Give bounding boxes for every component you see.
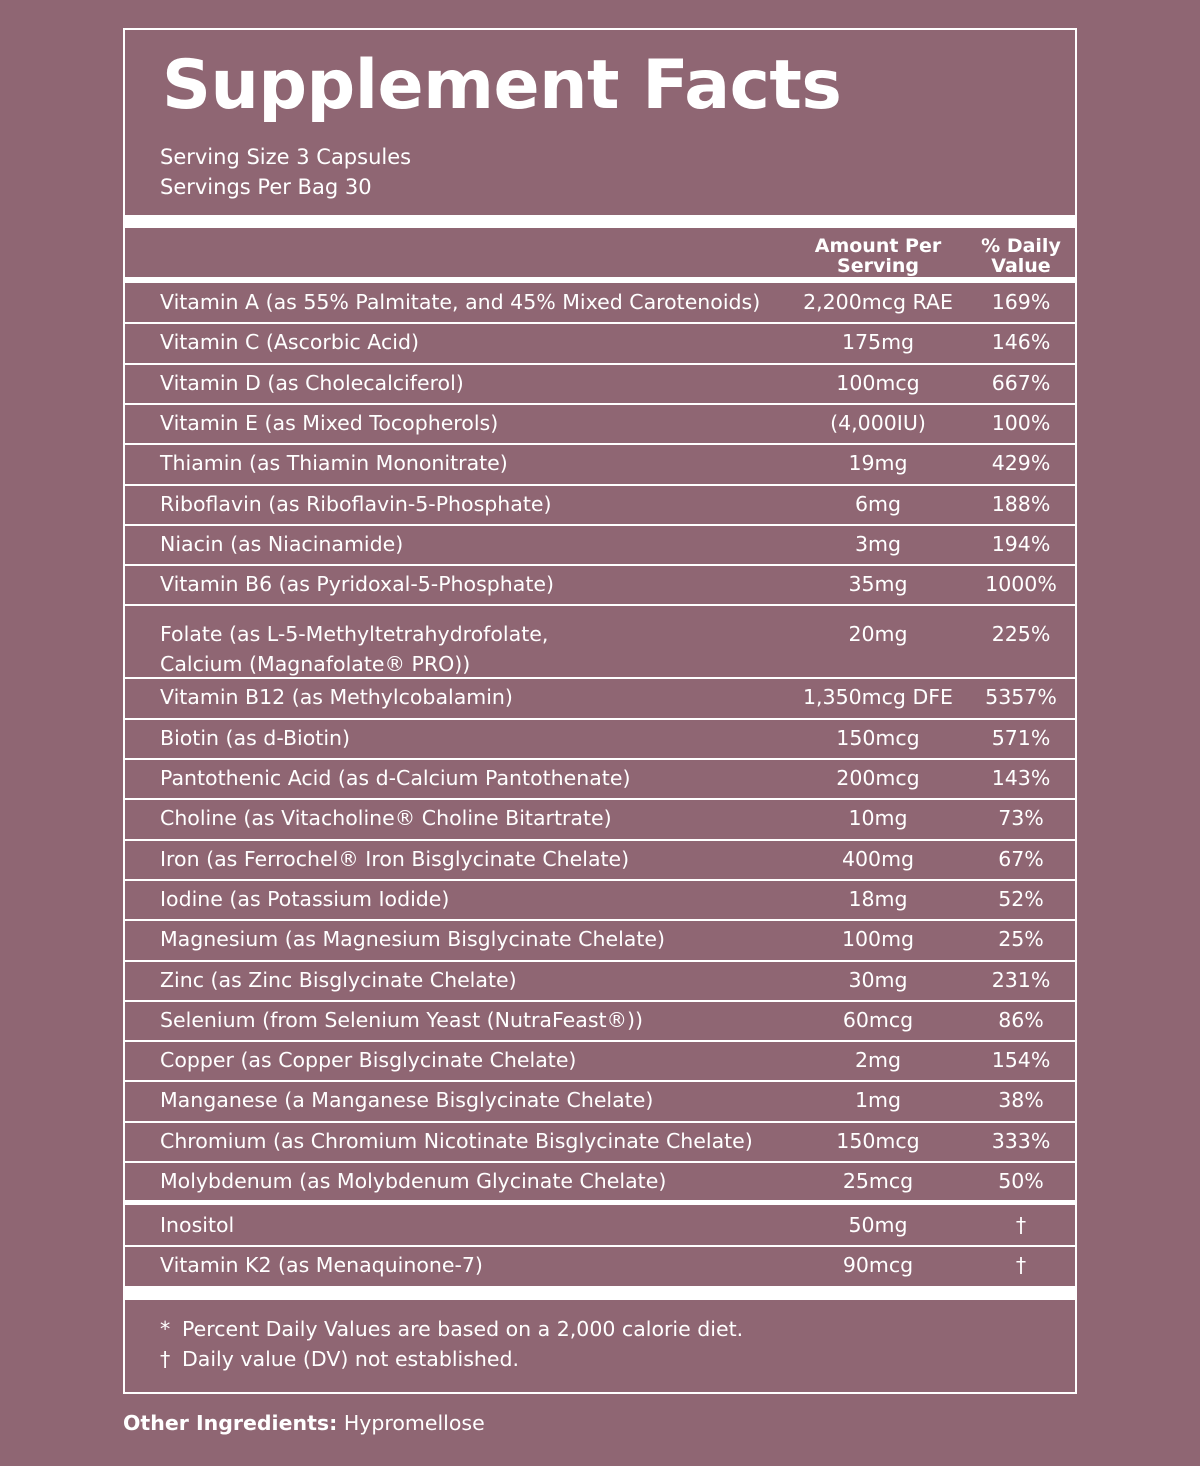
nutrient-daily-value: 25% (998, 927, 1044, 952)
nutrient-name: Vitamin D (as Cholecalciferol) (160, 370, 464, 395)
nutrient-name: Pantothenic Acid (as d-Calcium Pantothenate) (160, 766, 631, 790)
nutrient-daily-value: 429% (991, 451, 1051, 476)
footnote-percent-dv: * Percent Daily Values are based on a 2,000 calorie diet. (160, 1317, 744, 1341)
row-divider (125, 1121, 1076, 1123)
row-divider (125, 1161, 1076, 1163)
nutrient-daily-value: 100% (991, 410, 1051, 435)
nutrient-name: Vitamin B12 (as Methylcobalamin) (160, 685, 513, 710)
nutrient-amount: 60mcg (842, 1007, 914, 1032)
row-divider (125, 758, 1076, 760)
footnote-dv-not-established: † Daily value (DV) not established. (160, 1347, 520, 1371)
nutrient-amount: 25mcg (842, 1169, 914, 1193)
nutrient-daily-value: 73% (998, 806, 1044, 831)
nutrient-name: Inositol (160, 1213, 235, 1238)
nutrient-amount: 100mcg (836, 370, 920, 395)
section-divider (125, 1200, 1076, 1205)
nutrient-amount: 20mg (848, 622, 908, 647)
thick-divider-top (125, 215, 1076, 228)
nutrient-daily-value: 154% (991, 1048, 1051, 1073)
nutrient-daily-value: 333% (991, 1128, 1051, 1153)
row-divider (125, 322, 1076, 324)
nutrient-daily-value: † (1015, 1213, 1027, 1238)
page-title: Supplement Facts (162, 46, 842, 125)
nutrient-name: Thiamin (as Thiamin Mononitrate) (160, 451, 508, 476)
nutrient-amount: 50mg (848, 1213, 908, 1238)
amount-column-header: Amount Per Serving (814, 235, 942, 277)
row-divider (125, 604, 1076, 606)
nutrient-daily-value: 50% (998, 1169, 1044, 1193)
nutrient-name: Vitamin A (as 55% Palmitate, and 45% Mixed Carotenoids) (160, 290, 761, 314)
nutrient-amount: 30mg (848, 967, 908, 992)
nutrient-daily-value: 225% (991, 622, 1051, 647)
row-divider (125, 1040, 1076, 1042)
nutrient-amount: 100mg (841, 927, 915, 952)
nutrient-daily-value: 143% (991, 766, 1051, 790)
nutrient-daily-value: 169% (991, 290, 1051, 314)
nutrient-daily-value: † (1015, 1253, 1027, 1278)
row-divider (125, 960, 1076, 962)
nutrient-amount: 400mg (841, 846, 915, 871)
nutrient-name: Choline (as Vitacholine® Choline Bitartrate) (160, 806, 612, 831)
row-divider (125, 1000, 1076, 1002)
nutrient-daily-value: 231% (991, 967, 1051, 992)
row-divider (125, 919, 1076, 921)
row-divider (125, 1080, 1076, 1082)
nutrient-daily-value: 5357% (985, 685, 1057, 710)
nutrient-name: Biotin (as d-Biotin) (160, 725, 351, 750)
row-divider (125, 879, 1076, 881)
other-ingredients: Other Ingredients: Hypromellose (123, 1411, 485, 1435)
nutrient-amount: 175mg (841, 330, 915, 355)
servings-per-container: Servings Per Bag 30 (160, 175, 372, 199)
nutrient-name: Copper (as Copper Bisglycinate Chelate) (160, 1048, 577, 1073)
row-divider (125, 524, 1076, 526)
row-divider (125, 363, 1076, 365)
nutrient-amount: 2,200mcg RAE (803, 290, 953, 314)
nutrient-name: Vitamin B6 (as Pyridoxal-5-Phosphate) (160, 572, 554, 597)
nutrient-amount: 10mg (848, 806, 908, 831)
nutrient-name: Manganese (a Manganese Bisglycinate Chelate) (160, 1088, 654, 1113)
row-divider (125, 1245, 1076, 1247)
nutrient-daily-value: 188% (991, 491, 1051, 516)
nutrient-name: Chromium (as Chromium Nicotinate Bisglycinate Chelate) (160, 1128, 753, 1153)
nutrient-amount: 35mg (848, 572, 908, 597)
nutrient-name: Vitamin C (Ascorbic Acid) (160, 330, 419, 355)
nutrient-daily-value: 86% (998, 1007, 1044, 1032)
nutrient-amount: 3mg (854, 531, 902, 556)
nutrient-daily-value: 146% (991, 330, 1051, 355)
nutrient-daily-value: 1000% (985, 572, 1057, 597)
nutrient-amount: 2mg (854, 1048, 902, 1073)
header-divider (125, 277, 1076, 283)
thick-divider-bottom (125, 1286, 1076, 1300)
row-divider (125, 798, 1076, 800)
nutrient-daily-value: 67% (998, 846, 1044, 871)
nutrient-name: Riboflavin (as Riboflavin-5-Phosphate) (160, 491, 552, 516)
nutrient-daily-value: 571% (991, 725, 1051, 750)
nutrient-amount: 1mg (854, 1088, 902, 1113)
row-divider (125, 718, 1076, 720)
nutrient-name: Zinc (as Zinc Bisglycinate Chelate) (160, 967, 517, 992)
nutrient-daily-value: 52% (998, 886, 1044, 911)
nutrient-daily-value: 38% (998, 1088, 1044, 1113)
row-divider (125, 484, 1076, 486)
nutrient-amount: 90mcg (842, 1253, 914, 1278)
nutrient-name: Vitamin E (as Mixed Tocopherols) (160, 410, 499, 435)
row-divider (125, 677, 1076, 679)
nutrient-amount: 150mcg (836, 1128, 920, 1153)
nutrient-name: Magnesium (as Magnesium Bisglycinate Chelate) (160, 927, 665, 952)
nutrient-name: Iron (as Ferrochel® Iron Bisglycinate Chelate) (160, 846, 630, 871)
row-divider (125, 839, 1076, 841)
nutrient-name: Vitamin K2 (as Menaquinone-7) (160, 1253, 483, 1278)
nutrient-amount: 18mg (848, 886, 908, 911)
nutrient-name: Molybdenum (as Molybdenum Glycinate Chelate) (160, 1169, 667, 1193)
nutrient-name: Selenium (from Selenium Yeast (NutraFeast®)) (160, 1007, 644, 1032)
nutrient-name: Niacin (as Niacinamide) (160, 531, 404, 556)
row-divider (125, 443, 1076, 445)
nutrient-amount: 200mcg (836, 766, 920, 790)
nutrient-amount: 150mcg (836, 725, 920, 750)
nutrient-name: Iodine (as Potassium Iodide) (160, 886, 450, 911)
nutrient-daily-value: 194% (991, 531, 1051, 556)
serving-size: Serving Size 3 Capsules (160, 145, 412, 169)
nutrient-amount: 1,350mcg DFE (803, 685, 953, 710)
row-divider (125, 403, 1076, 405)
nutrient-amount: 6mg (854, 491, 902, 516)
nutrient-daily-value: 667% (991, 370, 1051, 395)
nutrient-amount: (4,000IU) (830, 410, 926, 435)
nutrient-name: Folate (as L-5-Methyltetrahydrofolate, Calcium (Magnafolate® PRO)) (160, 622, 549, 677)
nutrient-amount: 19mg (848, 451, 908, 476)
row-divider (125, 564, 1076, 566)
daily-value-column-header: % Daily Value (981, 235, 1061, 277)
